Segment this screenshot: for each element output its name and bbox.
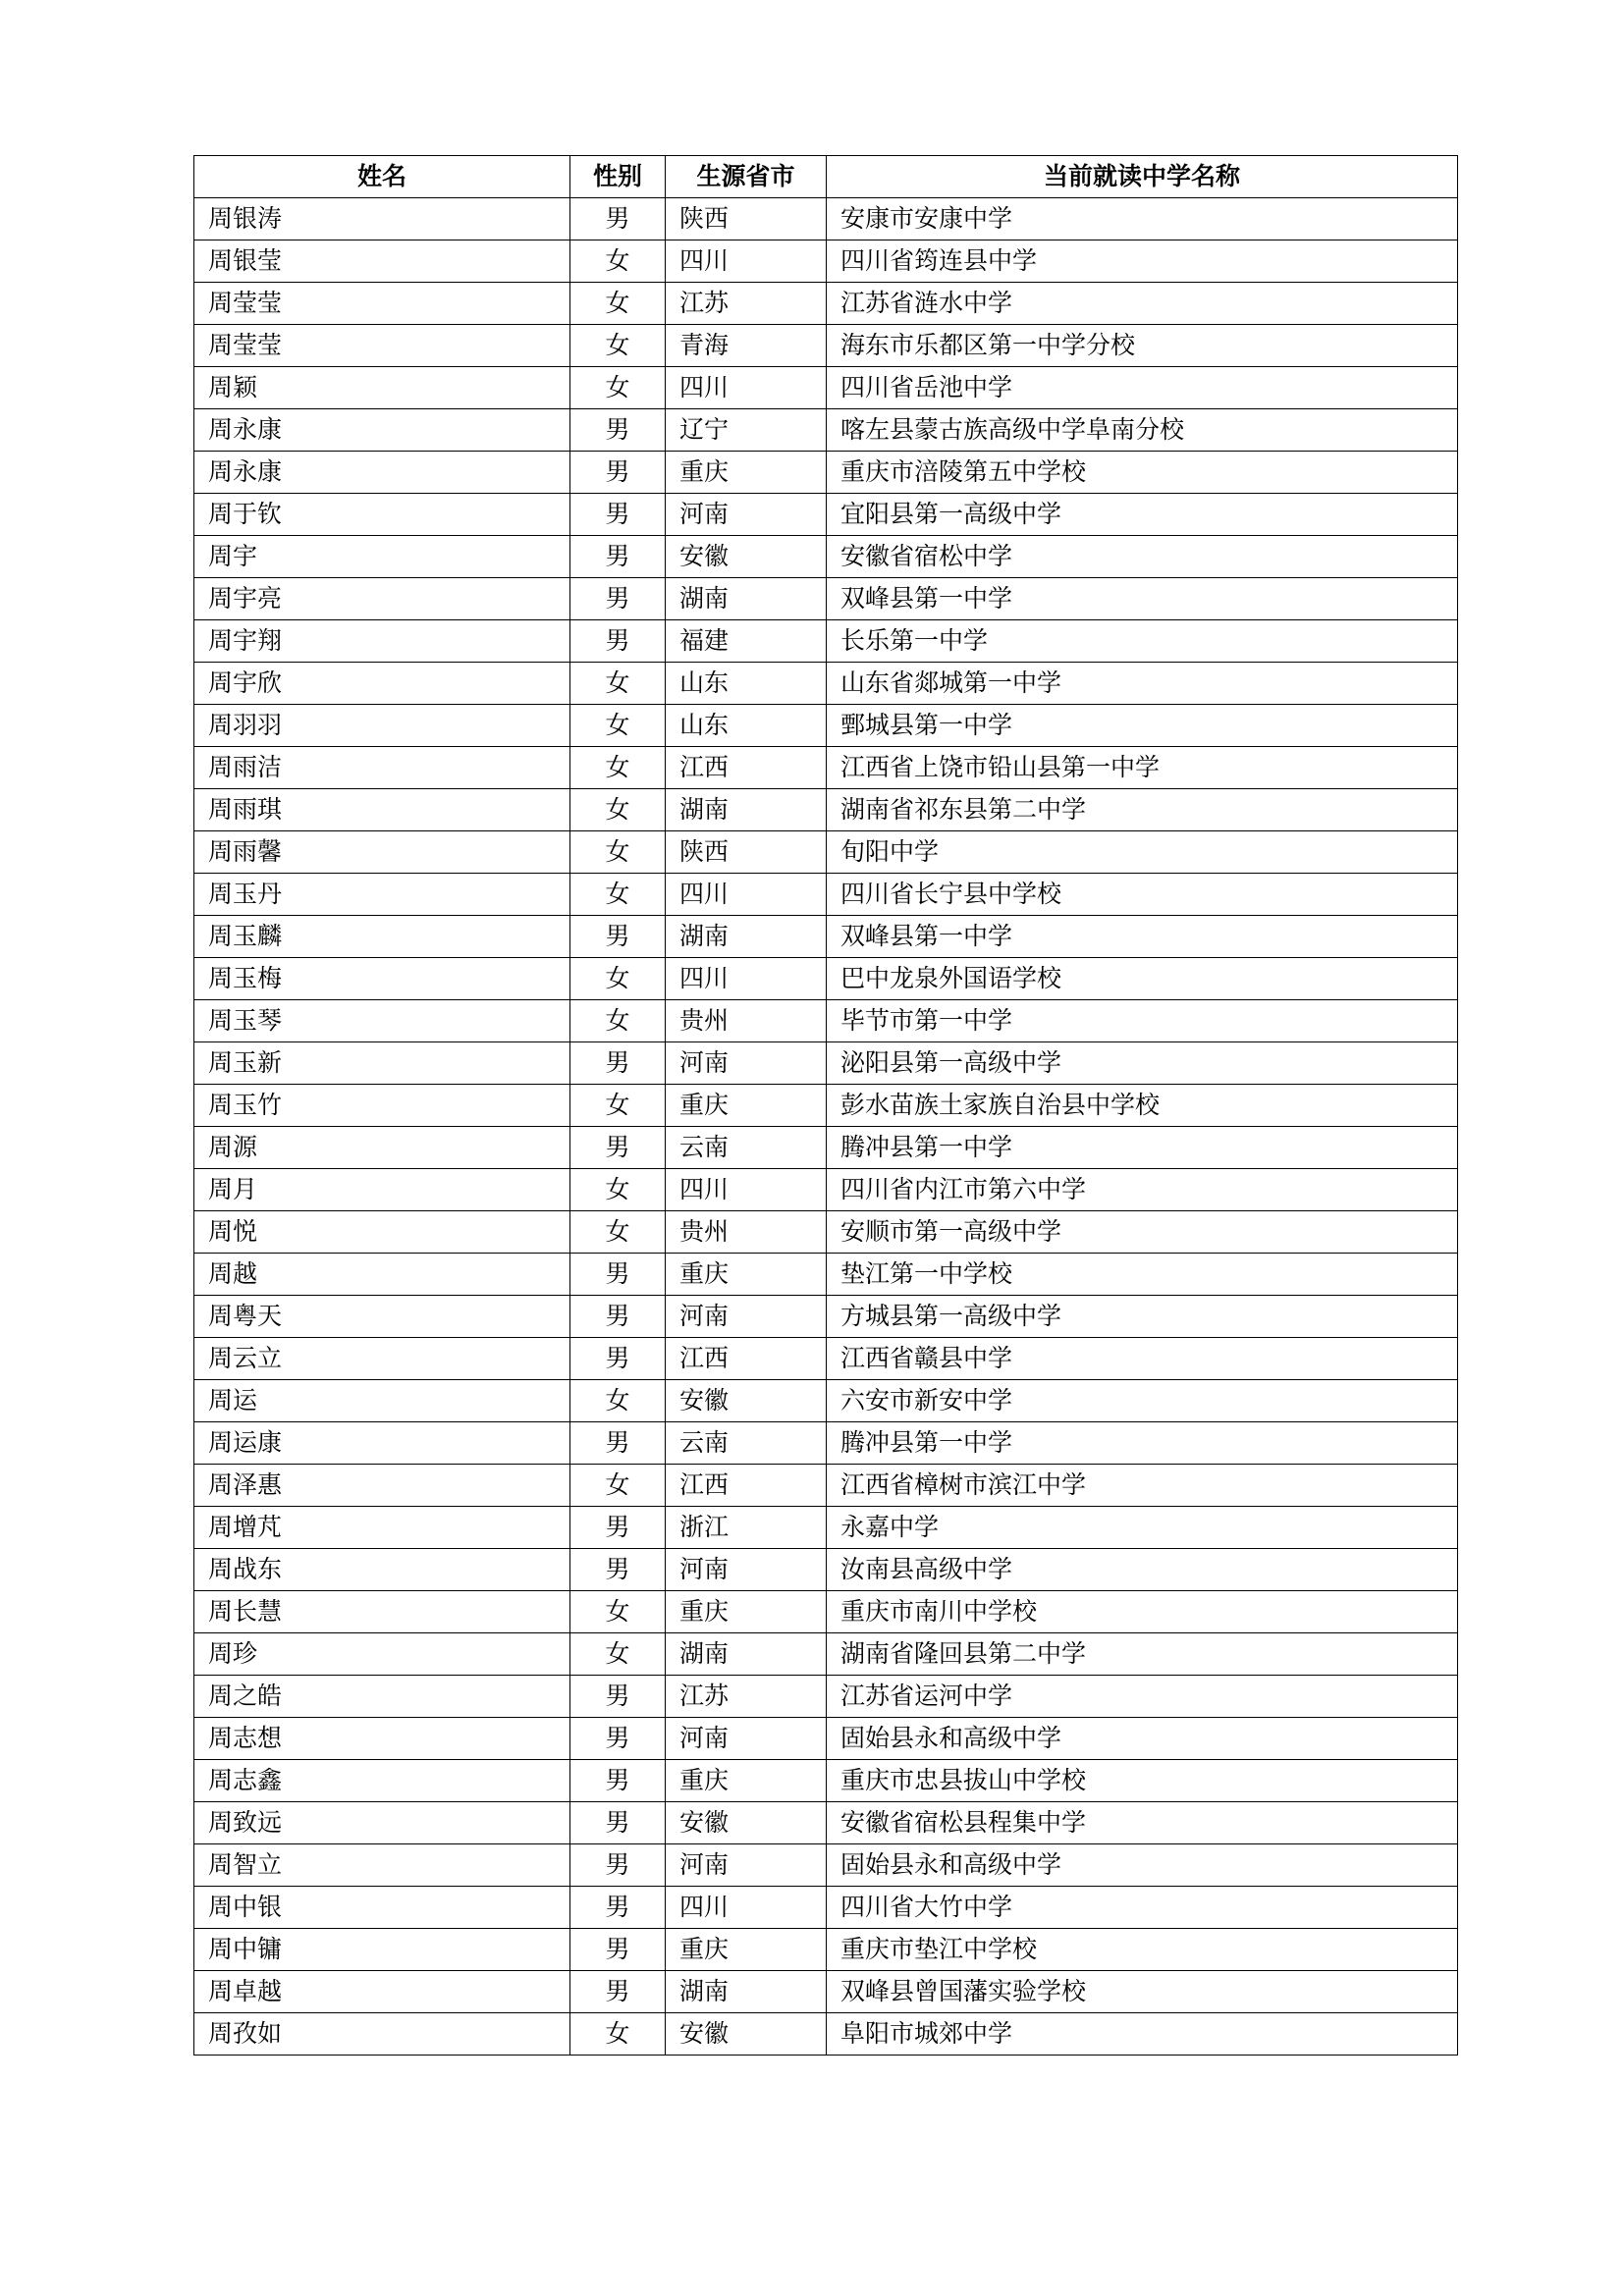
cell-school: 四川省内江市第六中学	[827, 1169, 1458, 1211]
table-row	[194, 2013, 1458, 2056]
cell-name: 周宇	[194, 536, 570, 578]
table-row	[194, 1085, 1458, 1127]
cell-name: 周银涛	[194, 198, 570, 240]
cell-name: 周智立	[194, 1844, 570, 1887]
table-body	[194, 198, 1458, 2056]
table-row	[194, 789, 1458, 831]
cell-province: 河南	[666, 1296, 827, 1338]
cell-gender: 男	[570, 916, 666, 958]
cell-name: 周粤天	[194, 1296, 570, 1338]
cell-school: 宜阳县第一高级中学	[827, 494, 1458, 536]
cell-school: 四川省筠连县中学	[827, 240, 1458, 283]
cell-name: 周莹莹	[194, 325, 570, 367]
cell-school: 阜阳市城郊中学	[827, 2013, 1458, 2056]
cell-gender: 女	[570, 663, 666, 705]
cell-name: 周战东	[194, 1549, 570, 1591]
cell-gender: 女	[570, 874, 666, 916]
table-row	[194, 1507, 1458, 1549]
cell-name: 周越	[194, 1254, 570, 1296]
cell-province: 湖南	[666, 1633, 827, 1676]
cell-name: 周莹莹	[194, 283, 570, 325]
cell-province: 四川	[666, 240, 827, 283]
cell-province: 江苏	[666, 1676, 827, 1718]
cell-province: 四川	[666, 874, 827, 916]
cell-gender: 男	[570, 1127, 666, 1169]
cell-name: 周中镛	[194, 1929, 570, 1971]
cell-gender: 男	[570, 1802, 666, 1844]
cell-name: 周致远	[194, 1802, 570, 1844]
cell-province: 重庆	[666, 1929, 827, 1971]
cell-gender: 男	[570, 1676, 666, 1718]
table-row	[194, 1887, 1458, 1929]
cell-school: 江西省赣县中学	[827, 1338, 1458, 1380]
cell-school: 双峰县第一中学	[827, 578, 1458, 620]
cell-gender: 男	[570, 1844, 666, 1887]
cell-province: 重庆	[666, 1254, 827, 1296]
cell-school: 喀左县蒙古族高级中学阜南分校	[827, 409, 1458, 452]
table-row	[194, 198, 1458, 240]
cell-province: 山东	[666, 705, 827, 747]
table-row	[194, 1844, 1458, 1887]
cell-name: 周雨洁	[194, 747, 570, 789]
table-row	[194, 747, 1458, 789]
cell-province: 安徽	[666, 536, 827, 578]
cell-gender: 女	[570, 1000, 666, 1042]
cell-province: 四川	[666, 1169, 827, 1211]
cell-gender: 男	[570, 1296, 666, 1338]
cell-province: 山东	[666, 663, 827, 705]
cell-gender: 女	[570, 240, 666, 283]
cell-gender: 女	[570, 367, 666, 409]
cell-province: 江苏	[666, 283, 827, 325]
cell-school: 垫江第一中学校	[827, 1254, 1458, 1296]
cell-school: 四川省岳池中学	[827, 367, 1458, 409]
cell-school: 巴中龙泉外国语学校	[827, 958, 1458, 1000]
table-row	[194, 283, 1458, 325]
cell-gender: 女	[570, 831, 666, 874]
cell-province: 贵州	[666, 1000, 827, 1042]
cell-name: 周永康	[194, 452, 570, 494]
cell-province: 河南	[666, 494, 827, 536]
cell-province: 四川	[666, 367, 827, 409]
cell-gender: 男	[570, 1507, 666, 1549]
cell-gender: 男	[570, 1887, 666, 1929]
cell-school: 双峰县曾国藩实验学校	[827, 1971, 1458, 2013]
cell-province: 湖南	[666, 916, 827, 958]
cell-name: 周月	[194, 1169, 570, 1211]
table-row	[194, 1676, 1458, 1718]
cell-gender: 女	[570, 705, 666, 747]
cell-school: 腾冲县第一中学	[827, 1127, 1458, 1169]
cell-school: 湖南省祁东县第二中学	[827, 789, 1458, 831]
cell-school: 海东市乐都区第一中学分校	[827, 325, 1458, 367]
cell-gender: 女	[570, 1085, 666, 1127]
table-row	[194, 1971, 1458, 2013]
cell-province: 重庆	[666, 452, 827, 494]
cell-gender: 男	[570, 578, 666, 620]
header-school: 当前就读中学名称	[827, 156, 1458, 198]
table-row	[194, 1169, 1458, 1211]
cell-school: 安康市安康中学	[827, 198, 1458, 240]
cell-gender: 男	[570, 1718, 666, 1760]
cell-province: 四川	[666, 958, 827, 1000]
table-row	[194, 705, 1458, 747]
cell-province: 湖南	[666, 578, 827, 620]
table-row	[194, 1042, 1458, 1085]
cell-school: 江苏省运河中学	[827, 1676, 1458, 1718]
table-row	[194, 1422, 1458, 1465]
cell-name: 周卓越	[194, 1971, 570, 2013]
cell-province: 辽宁	[666, 409, 827, 452]
cell-province: 陕西	[666, 831, 827, 874]
cell-gender: 女	[570, 1380, 666, 1422]
cell-school: 永嘉中学	[827, 1507, 1458, 1549]
cell-name: 周宇亮	[194, 578, 570, 620]
table-row	[194, 367, 1458, 409]
cell-school: 江西省樟树市滨江中学	[827, 1465, 1458, 1507]
table-row	[194, 325, 1458, 367]
table-row	[194, 958, 1458, 1000]
cell-province: 陕西	[666, 198, 827, 240]
cell-province: 河南	[666, 1718, 827, 1760]
cell-school: 江苏省涟水中学	[827, 283, 1458, 325]
table-row	[194, 620, 1458, 663]
cell-province: 江西	[666, 1338, 827, 1380]
table-row	[194, 240, 1458, 283]
cell-school: 山东省郯城第一中学	[827, 663, 1458, 705]
cell-province: 云南	[666, 1422, 827, 1465]
cell-name: 周增芃	[194, 1507, 570, 1549]
cell-gender: 男	[570, 620, 666, 663]
cell-name: 周源	[194, 1127, 570, 1169]
cell-name: 周志鑫	[194, 1760, 570, 1802]
cell-name: 周孜如	[194, 2013, 570, 2056]
cell-province: 重庆	[666, 1591, 827, 1633]
cell-gender: 男	[570, 1549, 666, 1591]
cell-province: 四川	[666, 1887, 827, 1929]
table-row	[194, 1380, 1458, 1422]
cell-gender: 女	[570, 747, 666, 789]
cell-gender: 女	[570, 325, 666, 367]
table-row	[194, 1760, 1458, 1802]
cell-name: 周中银	[194, 1887, 570, 1929]
cell-school: 泌阳县第一高级中学	[827, 1042, 1458, 1085]
cell-province: 安徽	[666, 1802, 827, 1844]
cell-school: 安徽省宿松县程集中学	[827, 1802, 1458, 1844]
cell-school: 固始县永和高级中学	[827, 1844, 1458, 1887]
cell-school: 腾冲县第一中学	[827, 1422, 1458, 1465]
cell-name: 周玉麟	[194, 916, 570, 958]
cell-name: 周玉琴	[194, 1000, 570, 1042]
cell-province: 重庆	[666, 1085, 827, 1127]
cell-province: 河南	[666, 1042, 827, 1085]
cell-gender: 女	[570, 2013, 666, 2056]
cell-province: 福建	[666, 620, 827, 663]
cell-name: 周泽惠	[194, 1465, 570, 1507]
table-row	[194, 1802, 1458, 1844]
cell-gender: 男	[570, 1042, 666, 1085]
cell-name: 周悦	[194, 1211, 570, 1254]
table-row	[194, 874, 1458, 916]
cell-school: 安徽省宿松中学	[827, 536, 1458, 578]
cell-gender: 男	[570, 1971, 666, 2013]
cell-school: 汝南县高级中学	[827, 1549, 1458, 1591]
cell-gender: 女	[570, 1169, 666, 1211]
cell-school: 六安市新安中学	[827, 1380, 1458, 1422]
cell-name: 周羽羽	[194, 705, 570, 747]
table-row	[194, 1465, 1458, 1507]
cell-province: 安徽	[666, 1380, 827, 1422]
cell-gender: 男	[570, 452, 666, 494]
table-row	[194, 831, 1458, 874]
table-row	[194, 1338, 1458, 1380]
cell-name: 周宇欣	[194, 663, 570, 705]
cell-gender: 女	[570, 958, 666, 1000]
cell-gender: 女	[570, 1633, 666, 1676]
cell-name: 周珍	[194, 1633, 570, 1676]
table-row	[194, 1633, 1458, 1676]
cell-school: 方城县第一高级中学	[827, 1296, 1458, 1338]
cell-gender: 女	[570, 1465, 666, 1507]
cell-gender: 男	[570, 1254, 666, 1296]
cell-name: 周银莹	[194, 240, 570, 283]
cell-gender: 男	[570, 1422, 666, 1465]
cell-name: 周宇翔	[194, 620, 570, 663]
table-row	[194, 536, 1458, 578]
cell-province: 青海	[666, 325, 827, 367]
cell-gender: 男	[570, 409, 666, 452]
cell-province: 浙江	[666, 1507, 827, 1549]
cell-name: 周志想	[194, 1718, 570, 1760]
cell-school: 重庆市南川中学校	[827, 1591, 1458, 1633]
cell-school: 安顺市第一高级中学	[827, 1211, 1458, 1254]
cell-name: 周长慧	[194, 1591, 570, 1633]
cell-name: 周玉新	[194, 1042, 570, 1085]
header-gender: 性别	[570, 156, 666, 198]
header-name: 姓名	[194, 156, 570, 198]
cell-province: 安徽	[666, 2013, 827, 2056]
cell-province: 重庆	[666, 1760, 827, 1802]
table-row	[194, 494, 1458, 536]
cell-school: 重庆市忠县拔山中学校	[827, 1760, 1458, 1802]
cell-gender: 男	[570, 494, 666, 536]
cell-school: 重庆市垫江中学校	[827, 1929, 1458, 1971]
table-row	[194, 452, 1458, 494]
table-row	[194, 1591, 1458, 1633]
cell-name: 周于钦	[194, 494, 570, 536]
table-row	[194, 1211, 1458, 1254]
cell-name: 周玉梅	[194, 958, 570, 1000]
cell-gender: 男	[570, 1338, 666, 1380]
table-row	[194, 663, 1458, 705]
cell-school: 四川省长宁县中学校	[827, 874, 1458, 916]
cell-school: 旬阳中学	[827, 831, 1458, 874]
cell-name: 周雨馨	[194, 831, 570, 874]
cell-name: 周颖	[194, 367, 570, 409]
cell-gender: 女	[570, 1591, 666, 1633]
cell-gender: 男	[570, 1929, 666, 1971]
cell-school: 长乐第一中学	[827, 620, 1458, 663]
cell-school: 鄄城县第一中学	[827, 705, 1458, 747]
cell-school: 毕节市第一中学	[827, 1000, 1458, 1042]
table-row	[194, 578, 1458, 620]
table-row	[194, 1000, 1458, 1042]
cell-name: 周玉竹	[194, 1085, 570, 1127]
cell-gender: 女	[570, 283, 666, 325]
cell-name: 周之皓	[194, 1676, 570, 1718]
cell-province: 湖南	[666, 789, 827, 831]
cell-school: 重庆市涪陵第五中学校	[827, 452, 1458, 494]
cell-name: 周玉丹	[194, 874, 570, 916]
cell-school: 江西省上饶市铅山县第一中学	[827, 747, 1458, 789]
cell-province: 江西	[666, 747, 827, 789]
cell-province: 河南	[666, 1549, 827, 1591]
cell-name: 周运康	[194, 1422, 570, 1465]
table-row	[194, 916, 1458, 958]
cell-province: 贵州	[666, 1211, 827, 1254]
cell-province: 河南	[666, 1844, 827, 1887]
cell-school: 四川省大竹中学	[827, 1887, 1458, 1929]
cell-province: 湖南	[666, 1971, 827, 2013]
cell-name: 周雨琪	[194, 789, 570, 831]
cell-school: 彭水苗族土家族自治县中学校	[827, 1085, 1458, 1127]
cell-gender: 男	[570, 198, 666, 240]
cell-gender: 女	[570, 789, 666, 831]
cell-province: 云南	[666, 1127, 827, 1169]
cell-school: 湖南省隆回县第二中学	[827, 1633, 1458, 1676]
table-row	[194, 1254, 1458, 1296]
table-row	[194, 1929, 1458, 1971]
cell-province: 江西	[666, 1465, 827, 1507]
cell-gender: 女	[570, 1211, 666, 1254]
table-row	[194, 409, 1458, 452]
cell-name: 周云立	[194, 1338, 570, 1380]
table-header-row	[194, 156, 1458, 198]
table-row	[194, 1127, 1458, 1169]
cell-name: 周永康	[194, 409, 570, 452]
student-roster-table	[193, 155, 1458, 2056]
cell-gender: 男	[570, 1760, 666, 1802]
table-row	[194, 1549, 1458, 1591]
cell-school: 双峰县第一中学	[827, 916, 1458, 958]
cell-gender: 男	[570, 536, 666, 578]
header-province: 生源省市	[666, 156, 827, 198]
cell-name: 周运	[194, 1380, 570, 1422]
cell-school: 固始县永和高级中学	[827, 1718, 1458, 1760]
table-row	[194, 1718, 1458, 1760]
table-row	[194, 1296, 1458, 1338]
